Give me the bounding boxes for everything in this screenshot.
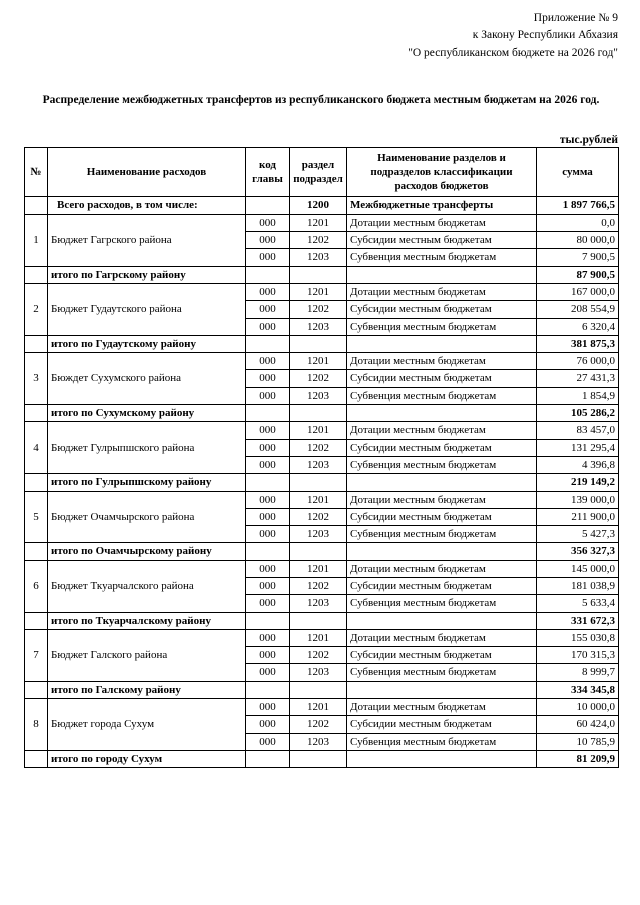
cell-chapter-code: 000 <box>246 595 290 612</box>
cell-sum: 155 030,8 <box>537 629 619 646</box>
cell-chapter-code: 000 <box>246 387 290 404</box>
cell-number: 5 <box>25 491 48 543</box>
cell-number: 2 <box>25 283 48 335</box>
cell-section-code: 1201 <box>290 283 347 300</box>
cell-section-code: 1203 <box>290 318 347 335</box>
cell-sum: 0,0 <box>537 214 619 231</box>
cell-number: 1 <box>25 214 48 266</box>
budget-table <box>24 147 619 769</box>
cell-expense-name: Бюджет города Сухум <box>48 699 246 751</box>
cell-section-code: 1202 <box>290 370 347 387</box>
cell-section-name: Субсидии местным бюджетам <box>347 716 537 733</box>
cell-sum: 76 000,0 <box>537 353 619 370</box>
cell-sum: 208 554,9 <box>537 301 619 318</box>
cell-expense-name: Бюждет Сухумского района <box>48 353 246 405</box>
cell-subtotal-label: итого по Галскому району <box>48 681 246 698</box>
cell-sum: 167 000,0 <box>537 283 619 300</box>
cell-section-name: Дотации местным бюджетам <box>347 422 537 439</box>
cell-number <box>25 543 48 560</box>
cell-section-name: Межбюджетные трансферты <box>347 197 537 214</box>
document-header <box>24 8 618 62</box>
cell-sum: 8 999,7 <box>537 664 619 681</box>
cell-section-name: Субвенция местным бюджетам <box>347 526 537 543</box>
cell-number <box>25 474 48 491</box>
table-row-detail <box>25 353 619 370</box>
cell-chapter-code <box>246 750 290 767</box>
cell-chapter-code: 000 <box>246 733 290 750</box>
cell-section-name: Дотации местным бюджетам <box>347 699 537 716</box>
cell-section-name: Субсидии местным бюджетам <box>347 647 537 664</box>
cell-sum: 81 209,9 <box>537 750 619 767</box>
cell-sum: 10 785,9 <box>537 733 619 750</box>
table-row-detail <box>25 214 619 231</box>
cell-sum: 5 633,4 <box>537 595 619 612</box>
cell-chapter-code: 000 <box>246 491 290 508</box>
cell-sum: 4 396,8 <box>537 456 619 473</box>
cell-expense-name: Бюджет Ткуарчалского района <box>48 560 246 612</box>
cell-sum: 27 431,3 <box>537 370 619 387</box>
cell-chapter-code <box>246 612 290 629</box>
cell-section-name: Дотации местным бюджетам <box>347 560 537 577</box>
cell-chapter-code <box>246 405 290 422</box>
cell-section-name: Субсидии местным бюджетам <box>347 577 537 594</box>
cell-sum: 356 327,3 <box>537 543 619 560</box>
cell-section-name <box>347 543 537 560</box>
cell-section-code: 1203 <box>290 526 347 543</box>
cell-sum: 331 672,3 <box>537 612 619 629</box>
cell-section-code: 1201 <box>290 422 347 439</box>
table-header <box>25 147 619 197</box>
cell-chapter-code: 000 <box>246 232 290 249</box>
cell-chapter-code: 000 <box>246 439 290 456</box>
cell-section-name <box>347 612 537 629</box>
cell-subtotal-label: итого по Гудаутскому району <box>48 335 246 352</box>
table-body <box>25 197 619 768</box>
cell-section-code <box>290 543 347 560</box>
cell-section-name <box>347 266 537 283</box>
cell-sum: 181 038,9 <box>537 577 619 594</box>
cell-chapter-code: 000 <box>246 283 290 300</box>
table-row-subtotal <box>25 405 619 422</box>
table-row-subtotal <box>25 681 619 698</box>
cell-number: 8 <box>25 699 48 751</box>
cell-section-code: 1202 <box>290 301 347 318</box>
cell-sum: 7 900,5 <box>537 249 619 266</box>
table-row-subtotal <box>25 612 619 629</box>
cell-sum: 145 000,0 <box>537 560 619 577</box>
cell-section-name: Дотации местным бюджетам <box>347 629 537 646</box>
cell-section-code: 1203 <box>290 249 347 266</box>
cell-section-name: Субсидии местным бюджетам <box>347 301 537 318</box>
cell-expense-name: Бюджет Гагрского района <box>48 214 246 266</box>
header-line-law-title: "О республиканском бюджете на 2026 год" <box>408 46 618 59</box>
cell-chapter-code <box>246 543 290 560</box>
cell-section-name: Субвенция местным бюджетам <box>347 664 537 681</box>
cell-section-code <box>290 266 347 283</box>
cell-expense-name: Бюджет Гулрыпшского района <box>48 422 246 474</box>
cell-number: 7 <box>25 629 48 681</box>
cell-section-code: 1200 <box>290 197 347 214</box>
header-line-law: к Закону Республики Абхазия <box>472 29 618 42</box>
cell-chapter-code: 000 <box>246 577 290 594</box>
cell-section-code: 1201 <box>290 699 347 716</box>
table-row-detail <box>25 560 619 577</box>
cell-section-code <box>290 750 347 767</box>
cell-chapter-code: 000 <box>246 664 290 681</box>
table-row-detail <box>25 283 619 300</box>
cell-sum: 87 900,5 <box>537 266 619 283</box>
table-header-row <box>25 147 619 197</box>
cell-chapter-code: 000 <box>246 214 290 231</box>
cell-section-code <box>290 474 347 491</box>
cell-chapter-code <box>246 335 290 352</box>
cell-section-name: Субвенция местным бюджетам <box>347 249 537 266</box>
cell-section-name: Субвенция местным бюджетам <box>347 456 537 473</box>
cell-chapter-code: 000 <box>246 560 290 577</box>
cell-section-code: 1201 <box>290 629 347 646</box>
cell-sum: 105 286,2 <box>537 405 619 422</box>
col-header-chapter-code: код главы <box>246 147 290 197</box>
cell-section-name: Субсидии местным бюджетам <box>347 370 537 387</box>
cell-sum: 381 875,3 <box>537 335 619 352</box>
cell-sum: 1 854,9 <box>537 387 619 404</box>
table-row-detail <box>25 422 619 439</box>
table-row-subtotal <box>25 543 619 560</box>
cell-section-code: 1202 <box>290 439 347 456</box>
cell-chapter-code: 000 <box>246 508 290 525</box>
cell-chapter-code: 000 <box>246 301 290 318</box>
cell-chapter-code: 000 <box>246 716 290 733</box>
cell-sum: 170 315,3 <box>537 647 619 664</box>
cell-section-name: Дотации местным бюджетам <box>347 214 537 231</box>
cell-subtotal-label: итого по Сухумскому району <box>48 405 246 422</box>
col-header-number: № <box>25 147 48 197</box>
header-line-appendix: Приложение № 9 <box>533 12 618 24</box>
cell-section-code: 1202 <box>290 232 347 249</box>
cell-sum: 1 897 766,5 <box>537 197 619 214</box>
cell-chapter-code: 000 <box>246 422 290 439</box>
cell-number: 6 <box>25 560 48 612</box>
cell-sum: 83 457,0 <box>537 422 619 439</box>
cell-section-name: Субвенция местным бюджетам <box>347 318 537 335</box>
cell-section-name <box>347 405 537 422</box>
cell-sum: 139 000,0 <box>537 491 619 508</box>
cell-sum: 60 424,0 <box>537 716 619 733</box>
cell-expense-name: Бюджет Галского района <box>48 629 246 681</box>
cell-chapter-code: 000 <box>246 526 290 543</box>
cell-section-code: 1202 <box>290 647 347 664</box>
table-row-subtotal <box>25 750 619 767</box>
cell-chapter-code: 000 <box>246 353 290 370</box>
table-row-subtotal <box>25 474 619 491</box>
cell-section-name: Дотации местным бюджетам <box>347 283 537 300</box>
cell-number: 4 <box>25 422 48 474</box>
table-row-grand-total <box>25 197 619 214</box>
cell-section-code: 1201 <box>290 560 347 577</box>
cell-subtotal-label: итого по городу Сухум <box>48 750 246 767</box>
cell-subtotal-label: итого по Гулрыпшскому району <box>48 474 246 491</box>
table-row-detail <box>25 699 619 716</box>
cell-sum: 334 345,8 <box>537 681 619 698</box>
cell-chapter-code <box>246 197 290 214</box>
cell-section-code: 1203 <box>290 456 347 473</box>
cell-sum: 5 427,3 <box>537 526 619 543</box>
table-row-detail <box>25 629 619 646</box>
cell-sum: 10 000,0 <box>537 699 619 716</box>
cell-sum: 80 000,0 <box>537 232 619 249</box>
cell-section-code: 1201 <box>290 491 347 508</box>
cell-section-name: Субсидии местным бюджетам <box>347 508 537 525</box>
cell-section-code: 1201 <box>290 353 347 370</box>
cell-section-name: Дотации местным бюджетам <box>347 491 537 508</box>
cell-section-name: Субвенция местным бюджетам <box>347 595 537 612</box>
cell-sum: 6 320,4 <box>537 318 619 335</box>
table-row-subtotal <box>25 266 619 283</box>
cell-section-name <box>347 681 537 698</box>
document-title: Распределение межбюджетных трансфертов из республиканского бюджета местным бюджетам на 2026 год. <box>42 93 600 106</box>
cell-section-name <box>347 335 537 352</box>
cell-chapter-code: 000 <box>246 318 290 335</box>
cell-number <box>25 612 48 629</box>
cell-section-name <box>347 474 537 491</box>
cell-expense-name: Бюджет Гудаутского района <box>48 283 246 335</box>
cell-chapter-code: 000 <box>246 629 290 646</box>
cell-number <box>25 405 48 422</box>
col-header-section-code: раздел подраздел <box>290 147 347 197</box>
cell-chapter-code <box>246 474 290 491</box>
cell-section-code: 1203 <box>290 595 347 612</box>
table-row-subtotal <box>25 335 619 352</box>
cell-sum: 211 900,0 <box>537 508 619 525</box>
cell-number <box>25 750 48 767</box>
cell-section-code: 1202 <box>290 716 347 733</box>
cell-section-name: Субвенция местным бюджетам <box>347 733 537 750</box>
cell-section-code: 1202 <box>290 508 347 525</box>
cell-number: 3 <box>25 353 48 405</box>
cell-section-name: Дотации местным бюджетам <box>347 353 537 370</box>
cell-subtotal-label: итого по Гагрскому району <box>48 266 246 283</box>
units-label: тыс.рублей <box>559 133 618 146</box>
cell-subtotal-label: итого по Ткуарчалскому району <box>48 612 246 629</box>
cell-chapter-code: 000 <box>246 249 290 266</box>
cell-chapter-code <box>246 681 290 698</box>
col-header-expense-name: Наименование расходов <box>48 147 246 197</box>
cell-section-name: Субсидии местным бюджетам <box>347 439 537 456</box>
cell-expense-name: Бюджет Очамчырского района <box>48 491 246 543</box>
cell-section-code <box>290 335 347 352</box>
cell-section-code <box>290 405 347 422</box>
cell-number <box>25 681 48 698</box>
cell-chapter-code: 000 <box>246 456 290 473</box>
cell-number <box>25 335 48 352</box>
cell-subtotal-label: итого по Очамчырскому району <box>48 543 246 560</box>
cell-section-code: 1203 <box>290 733 347 750</box>
cell-section-name <box>347 750 537 767</box>
col-header-section-name: Наименование разделов и подразделов классификации расходов бюджетов <box>347 147 537 197</box>
col-header-sum: сумма <box>537 147 619 197</box>
cell-chapter-code: 000 <box>246 370 290 387</box>
cell-section-code: 1201 <box>290 214 347 231</box>
cell-section-code <box>290 612 347 629</box>
cell-section-code: 1203 <box>290 664 347 681</box>
cell-sum: 219 149,2 <box>537 474 619 491</box>
cell-section-name: Субвенция местным бюджетам <box>347 387 537 404</box>
cell-expense-name: Всего расходов, в том числе: <box>48 197 246 214</box>
table-row-detail <box>25 491 619 508</box>
cell-chapter-code: 000 <box>246 699 290 716</box>
cell-chapter-code: 000 <box>246 647 290 664</box>
cell-section-name: Субсидии местным бюджетам <box>347 232 537 249</box>
cell-number <box>25 266 48 283</box>
cell-section-code <box>290 681 347 698</box>
cell-section-code: 1202 <box>290 577 347 594</box>
cell-section-code: 1203 <box>290 387 347 404</box>
cell-sum: 131 295,4 <box>537 439 619 456</box>
cell-chapter-code <box>246 266 290 283</box>
cell-number <box>25 197 48 214</box>
